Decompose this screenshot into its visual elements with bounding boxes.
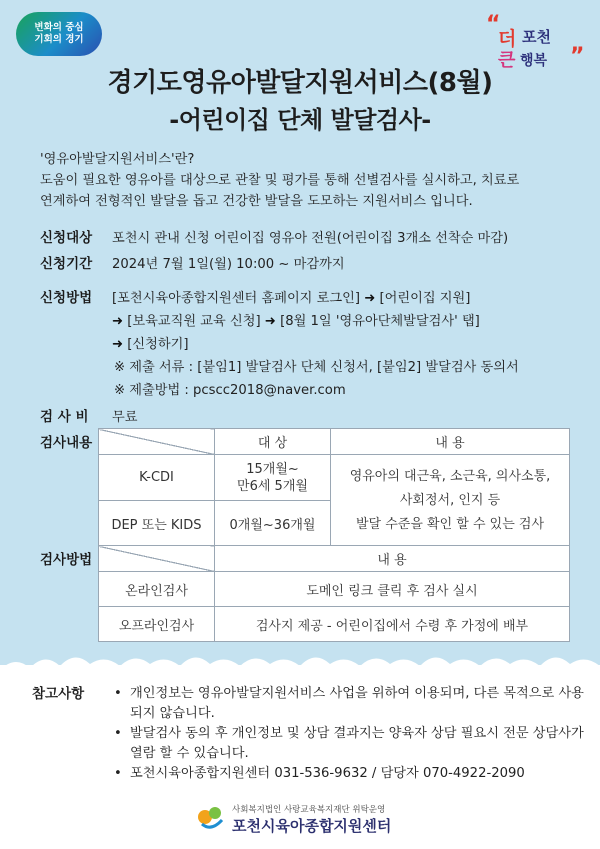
- test-method-row-name: 오프라인검사: [99, 607, 215, 642]
- list-item: • 발달검사 동의 후 개인정보 및 상담 결과지는 양육자 상담 필요시 전문 상담사가 열람 할 수 있습니다.: [114, 724, 594, 764]
- footer-subtitle: 사회복지법인 사랑교육복지재단 위탁운영: [232, 805, 386, 815]
- content-table: [98, 428, 570, 547]
- content-label: 검사내용: [40, 435, 93, 451]
- method-email: ※ 제출방법 : pcscc2018@naver.com: [114, 383, 346, 398]
- target-label: 신청대상: [40, 230, 93, 246]
- method-label: 신청방법: [40, 290, 93, 306]
- quote-close-icon: ”: [570, 44, 585, 69]
- list-item: • 포천시육아종합지원센터 031-536-9632 / 담당자 070-4922-2090: [114, 764, 594, 784]
- test-method-row-name: 온라인검사: [99, 572, 215, 607]
- quote-open-icon: “: [486, 12, 501, 37]
- method-step2: [어린이집 지원]: [379, 291, 471, 306]
- table-row: [99, 607, 570, 642]
- content-table-corner: [99, 429, 215, 455]
- content-row-target: [215, 455, 331, 501]
- content-desc-line2: 사회정서, 인지 등: [399, 492, 501, 508]
- method-step3: [보육교직원 교육 신청]: [127, 314, 261, 329]
- content-row-target: 0개월~36개월: [215, 501, 331, 547]
- target-text: 포천시 관내 신청 어린이집 영유아 전원(어린이집 3개소 선착순 마감): [112, 231, 509, 246]
- arrow-right-icon: ➜: [112, 337, 124, 352]
- intro-line1: '영유아발달지원서비스'란?: [40, 152, 195, 167]
- test-method-table-corner: [99, 546, 215, 572]
- method-step5: [신청하기]: [127, 337, 189, 352]
- method-step1: [포천시육아종합지원센터 홈페이지 로그인]: [112, 291, 360, 306]
- gyeonggi-logo-line1: 변화의 중심: [34, 22, 84, 33]
- table-row: [99, 455, 570, 501]
- intro-line2: 도움이 필요한 영유아를 대상으로 관찰 및 평가를 통해 선별검사를 실시하고, 치료로: [40, 173, 520, 188]
- page-subtitle: -어린이집 단체 발달검사-: [169, 106, 431, 134]
- content-desc-cell: [331, 455, 570, 547]
- list-item: • 개인정보는 영유아발달지원서비스 사업을 위하여 이용되며, 다른 목적으로 사용되지 않습니다.: [114, 684, 594, 724]
- test-method-header: 내 용: [215, 546, 570, 572]
- content-row-name: K-CDI: [99, 455, 215, 501]
- notes-list: [114, 684, 594, 784]
- method-docs: ※ 제출 서류 : [붙임1] 발달검사 단체 신청서, [붙임2] 발달검사 동의서: [114, 360, 519, 375]
- notes-label: 참고사항: [32, 686, 85, 702]
- gyeonggi-logo-line2: 기회의 경기: [34, 34, 84, 45]
- fee-label: 검 사 비: [40, 409, 89, 425]
- content-desc-line3: 발달 수준을 확인 할 수 있는 검사: [355, 516, 545, 532]
- footer-name: 포천시육아종합지원센터: [232, 817, 392, 835]
- content-row-target-line1: 15개월~: [246, 461, 299, 477]
- fee-text: 무료: [112, 410, 138, 425]
- intro-text: [40, 149, 580, 212]
- content-header-target: 대 상: [215, 429, 331, 455]
- pocheon-logo-pocheon: 포천: [522, 28, 551, 46]
- pocheon-logo-haengbok: 행복: [520, 53, 548, 69]
- arrow-right-icon: ➜: [364, 291, 376, 306]
- content-row-target-line2: 만6세 5개월: [237, 478, 308, 494]
- table-row: [99, 572, 570, 607]
- method-step4: [8월 1일 '영유아단체발달검사' 탭]: [280, 314, 480, 329]
- method-line2: [112, 310, 480, 329]
- period-text: 2024년 7월 1일(월) 10:00 ~ 마감까지: [112, 257, 345, 272]
- arrow-right-icon: ➜: [112, 314, 124, 329]
- center-logo-icon: [196, 802, 226, 832]
- pocheon-logo-deo: 더: [498, 28, 517, 50]
- page-title: 경기도영유아발달지원서비스(8월): [107, 68, 493, 98]
- test-method-row-desc: 검사지 제공 - 어린이집에서 수령 후 가정에 배부: [215, 607, 570, 642]
- gyeonggi-logo: [16, 12, 102, 58]
- test-method-label: 검사방법: [40, 552, 93, 568]
- test-method-table: [98, 545, 570, 642]
- content-row-name: DEP 또는 KIDS: [99, 501, 215, 547]
- content-header-desc: 내 용: [331, 429, 570, 455]
- period-label: 신청기간: [40, 256, 93, 272]
- method-line1: [112, 287, 470, 306]
- test-method-row-desc: 도메인 링크 클릭 후 검사 실시: [215, 572, 570, 607]
- arrow-right-icon: ➜: [264, 314, 276, 329]
- pocheon-logo: [486, 12, 586, 71]
- method-line3: [112, 333, 189, 352]
- content-desc-line1: 영유아의 대근육, 소근육, 의사소통,: [349, 468, 551, 484]
- intro-line3: 연계하여 전형적인 발달을 돕고 건강한 발달을 도모하는 지원서비스 입니다.: [40, 194, 473, 209]
- pocheon-logo-keun: 큰: [498, 50, 516, 71]
